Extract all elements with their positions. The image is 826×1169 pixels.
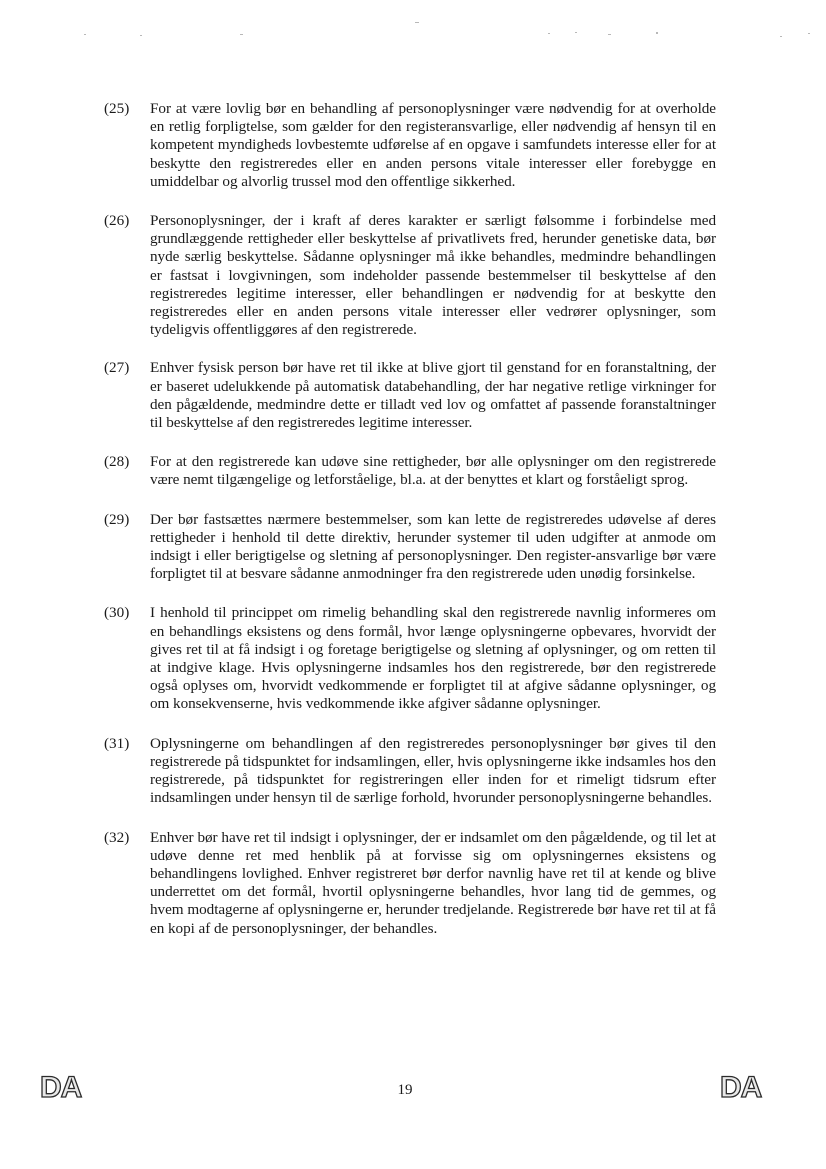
recital-25 xyxy=(104,100,716,191)
recitals-body xyxy=(104,100,716,938)
recital-number: (29) xyxy=(104,510,130,528)
recital-text: Enhver fysisk person bør have ret til ikke at blive gjort til genstand for en foranstaltning, der er baseret udelukkende på automatisk databehandling, der har negative retlige virkninger for den pågældende, medmindre dette er tilladt ved lov og omfattet af passende foranstaltninger til beskyttelse af den registreredes legitime interesser. xyxy=(150,359,716,432)
recital-29 xyxy=(104,511,716,584)
recital-number: (31) xyxy=(104,734,130,752)
recital-number: (26) xyxy=(104,212,130,230)
page-number: 19 xyxy=(397,1082,413,1098)
recital-text: For at være lovlig bør en behandling af personoplysninger være nødvendig for at overholde en retlig forpligtelse, som gælder for den registeransvarlige, eller nødvendig af hensyn til en kompetent myndigheds lovbestemte udførelse af en opgave i samfundets interesse eller for at beskytte den registreredes eller en anden persons vitale interesser eller forebygge en umiddelbar og alvorlig trussel mod den offentlige sikkerhed. xyxy=(150,100,716,190)
recital-text: Der bør fastsættes nærmere bestemmelser, som kan lette de registreredes udøvelse af deres rettigheder i henhold til dette direktiv, herunder systemer til uden udgifter at anmode om indsigt i eller berigtigelse og sletning af personoplysninger. Den register-ansvarlige bør være forpligtet til at besvare sådanne anmodninger fra den registrerede uden unødig forsinkelse. xyxy=(150,510,716,583)
recital-31 xyxy=(104,735,716,808)
recital-32 xyxy=(104,829,716,938)
recital-26 xyxy=(104,212,716,339)
recital-text: Enhver bør have ret til indsigt i oplysninger, der er indsamlet om den pågældende, og til let at udøve denne ret med henblik på at forvisse sig om oplysningernes eksistens og behandlingens lovlighed. Enhver registreret bør derfor navnlig have ret til at kende og blive underrettet om det formål, hvortil oplysningerne behandles, hvor lang tid de gemmes, og hvem modtagerne af oplysningerne er, herunder tredjelande. Registrerede bør have ret til at få en kopi af de personoplysninger, der behandles. xyxy=(150,828,716,937)
recital-number: (25) xyxy=(104,100,130,117)
recital-text: For at den registrerede kan udøve sine rettigheder, bør alle oplysninger om den registrerede være nemt tilgængelige og letforståelige, bl.a. at der benyttes et klart og forståeligt sprog. xyxy=(150,453,716,489)
scan-noise-marks xyxy=(0,0,826,60)
recital-28 xyxy=(104,453,716,489)
language-code-left: DA xyxy=(40,1071,82,1104)
recital-number: (28) xyxy=(104,453,130,471)
recital-number: (27) xyxy=(104,359,130,377)
recital-number: (30) xyxy=(104,604,130,622)
recital-text: Personoplysninger, der i kraft af deres karakter er særligt følsomme i forbindelse med grundlæggende rettigheder eller beskyttelse af privatlivets fred, herunder genetiske data, bør nyde særlig beskyttelse. Sådanne oplysninger må ikke behandles, medmindre behandlingen er fastsat i lovgivningen, som indeholder passende bestemmelser til beskyttelse af den registreredes legitime interesser, eller behandlingen er nødvendig for at beskytte den registreredes eller en anden persons vitale interesser eller vedrører oplysninger, som tydeligvis offentliggøres af den registrerede. xyxy=(150,212,716,339)
recital-text: I henhold til princippet om rimelig behandling skal den registrerede navnlig informeres om en behandlings eksistens og dens formål, hvor længe oplysningerne opbevares, hvorvidt der gives ret til at få indsigt i og foretage berigtigelse og sletning af oplysninger, og om retten til at indgive klage. Hvis oplysningerne indsamles hos den registrerede, bør den registrerede også oplyses om, hvorvidt vedkommende er forpligtet til at afgive sådanne oplysninger, og om konsekvenserne, hvis vedkommende ikke afgiver sådanne oplysninger. xyxy=(150,604,716,713)
recital-30 xyxy=(104,604,716,713)
recital-27 xyxy=(104,359,716,432)
language-code-right: DA xyxy=(720,1071,762,1104)
recital-text: Oplysningerne om behandlingen af den registreredes personoplysninger bør gives til den registrerede på tidspunktet for indsamlingen, eller, hvis oplysningerne ikke indsamles hos den registrerede, på tidspunktet for registreringen eller inden for et rimeligt tidsrum efter indsamlingen under hensyn til de særlige forhold, hvorunder personoplysningerne behandles. xyxy=(150,734,716,807)
recital-number: (32) xyxy=(104,828,130,846)
